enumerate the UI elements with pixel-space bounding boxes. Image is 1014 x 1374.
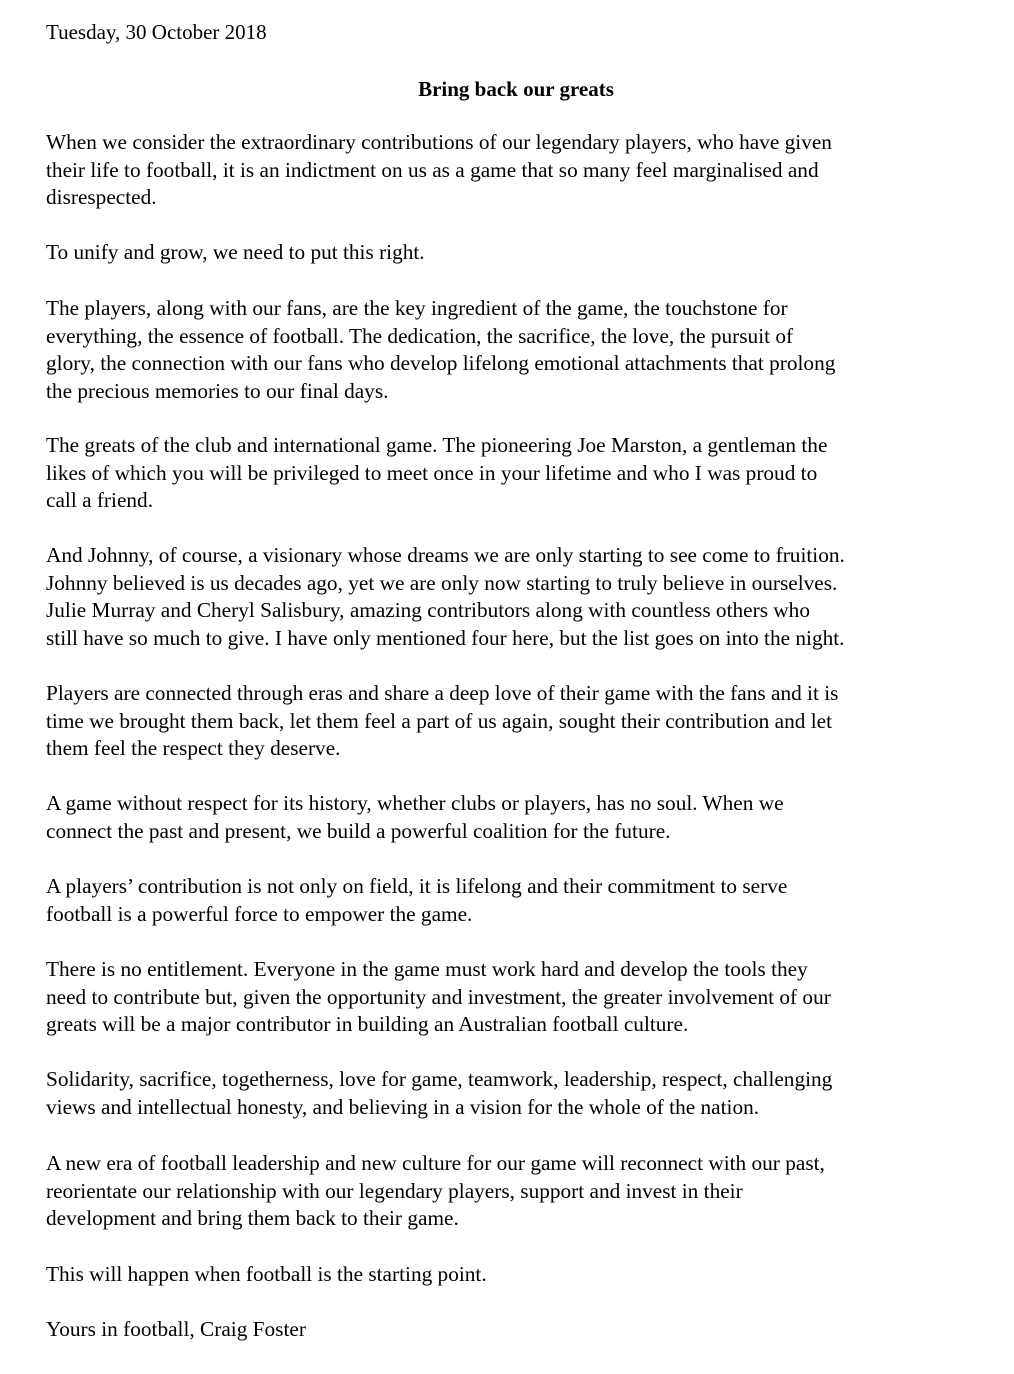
text-line: And Johnny, of course, a visionary whose dreams we are only starting to see come to fruition. bbox=[46, 543, 845, 567]
text-line: likes of which you will be privileged to meet once in your lifetime and who I was proud to bbox=[46, 460, 818, 485]
text-line: A game without respect for its history, whether clubs or players, has no soul. When we bbox=[46, 791, 784, 815]
text-line: Solidarity, sacrifice, togetherness, love for game, teamwork, leadership, respect, challenging bbox=[46, 1067, 833, 1091]
document-date: Tuesday, 30 October 2018 bbox=[46, 20, 267, 44]
paragraph bbox=[46, 790, 966, 845]
text-line: reorientate our relationship with our legendary players, support and invest in their bbox=[46, 1178, 743, 1203]
text-line: the precious memories to our final days. bbox=[46, 378, 389, 403]
text-line: connect the past and present, we build a powerful coalition for the future. bbox=[46, 818, 671, 843]
text-line: disrespected. bbox=[46, 185, 157, 210]
paragraph bbox=[46, 432, 966, 515]
text-line: time we brought them back, let them feel a part of us again, sought their contribution and let bbox=[46, 708, 832, 733]
paragraph bbox=[46, 542, 966, 652]
text-line: development and bring them back to their game. bbox=[46, 1206, 459, 1231]
document-title: Bring back our greats bbox=[418, 77, 614, 101]
text-line: them feel the respect they deserve. bbox=[46, 736, 341, 761]
text-line: Yours in football, Craig Foster bbox=[46, 1317, 306, 1341]
text-line: A new era of football leadership and new culture for our game will reconnect with our past, bbox=[46, 1151, 825, 1175]
paragraph bbox=[46, 129, 966, 212]
text-line: This will happen when football is the starting point. bbox=[46, 1262, 487, 1286]
paragraph bbox=[46, 295, 966, 405]
paragraph bbox=[46, 680, 966, 763]
text-line: their life to football, it is an indictment on us as a game that so many feel marginalised and bbox=[46, 157, 819, 182]
text-line: When we consider the extraordinary contributions of our legendary players, who have given bbox=[46, 130, 832, 154]
text-line: Players are connected through eras and share a deep love of their game with the fans and it is bbox=[46, 681, 839, 705]
text-line: need to contribute but, given the opportunity and investment, the greater involvement of our bbox=[46, 984, 831, 1009]
signature-line bbox=[46, 1316, 966, 1344]
text-line: everything, the essence of football. The dedication, the sacrifice, the love, the pursuit of bbox=[46, 323, 794, 348]
paragraph bbox=[46, 1150, 966, 1233]
text-line: views and intellectual honesty, and believing in a vision for the whole of the nation. bbox=[46, 1094, 760, 1119]
paragraph bbox=[46, 873, 966, 928]
text-line: Julie Murray and Cheryl Salisbury, amazing contributors along with countless others who bbox=[46, 598, 810, 623]
paragraph bbox=[46, 1261, 966, 1289]
text-line: Johnny believed is us decades ago, yet we are only now starting to truly believe in ourselves. bbox=[46, 570, 838, 595]
text-line: To unify and grow, we need to put this right. bbox=[46, 240, 425, 264]
text-line: greats will be a major contributor in building an Australian football culture. bbox=[46, 1012, 689, 1037]
paragraph bbox=[46, 239, 966, 267]
paragraph bbox=[46, 1066, 966, 1121]
text-line: A players’ contribution is not only on field, it is lifelong and their commitment to serve bbox=[46, 874, 788, 898]
text-line: The players, along with our fans, are the key ingredient of the game, the touchstone for bbox=[46, 296, 788, 320]
text-line: call a friend. bbox=[46, 488, 154, 513]
paragraph bbox=[46, 956, 966, 1039]
text-line: There is no entitlement. Everyone in the game must work hard and develop the tools they bbox=[46, 957, 808, 981]
text-line: The greats of the club and international game. The pioneering Joe Marston, a gentleman the bbox=[46, 433, 828, 457]
text-line: glory, the connection with our fans who develop lifelong emotional attachments that prolong bbox=[46, 351, 836, 376]
text-line: football is a powerful force to empower the game. bbox=[46, 901, 473, 926]
text-line: still have so much to give. I have only mentioned four here, but the list goes on into the night. bbox=[46, 625, 845, 650]
